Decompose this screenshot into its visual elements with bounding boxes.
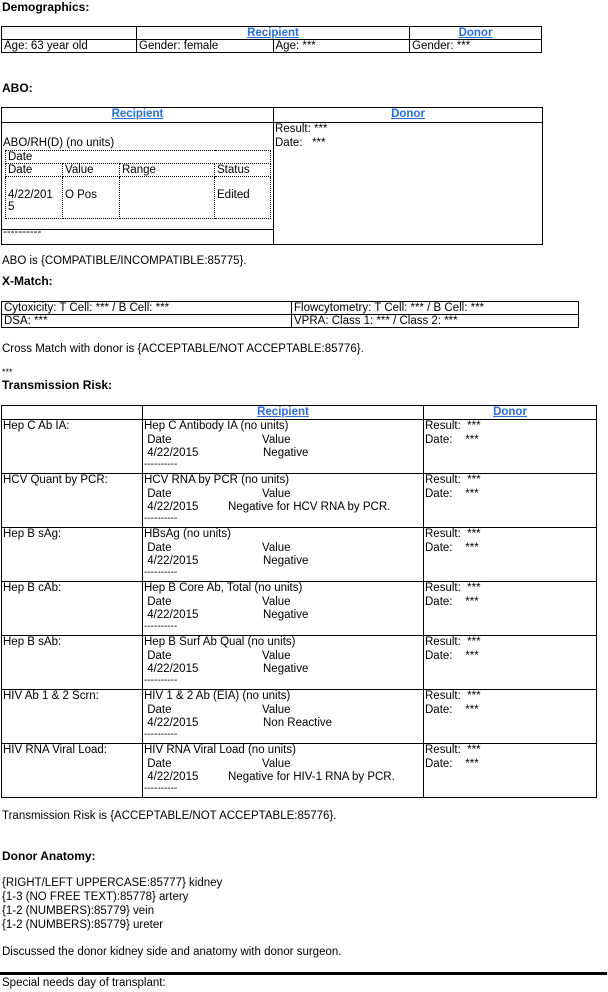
transmission-value-header: Value	[262, 595, 291, 608]
xmatch-cytotoxicity: Cytoxicity: T Cell: *** / B Cell: ***	[2, 302, 292, 315]
xmatch-flowcytometry: Flowcytometry: T Cell: *** / B Cell: ***	[292, 302, 579, 315]
donor-gender: Gender: ***	[410, 40, 542, 53]
anatomy-line-4: {1-2 (NUMBERS):85779} ureter	[2, 919, 164, 931]
special-heading: Special needs day of transplant:	[2, 977, 166, 989]
transmission-donor-result: Result: ***	[425, 690, 481, 702]
transmission-row-donor	[425, 474, 595, 501]
transmission-label-text: Hep B sAb:	[3, 636, 62, 648]
transmission-row-recipient	[143, 582, 424, 635]
anatomy-line-3: {1-2 (NUMBERS):85779} vein	[2, 905, 155, 917]
transmission-donor-result: Result: ***	[425, 528, 481, 540]
transmission-donor-date: Date: ***	[425, 595, 479, 608]
anatomy-discussion: Discussed the donor kidney side and anatomy with donor surgeon.	[2, 946, 342, 958]
transmission-value: Non Reactive	[263, 717, 333, 729]
abo-test-name: ABO/RH(D) (no units)	[3, 137, 115, 149]
transmission-date: 4/22/2015	[144, 771, 199, 783]
transmission-donor-header[interactable]: Donor	[493, 406, 527, 418]
transmission-donor-date: Date: ***	[425, 649, 479, 662]
transmission-donor-result: Result: ***	[425, 474, 481, 486]
recipient-gender: Gender: female	[137, 40, 274, 53]
transmission-donor-date: Date: ***	[425, 487, 479, 500]
transmission-test-name: HIV 1 & 2 Ab (EIA) (no units)	[144, 690, 291, 702]
abo-row-date-line1: 4/22/201	[8, 189, 53, 201]
transmission-row-donor	[425, 690, 595, 717]
transmission-label-text: HIV RNA Viral Load:	[3, 744, 107, 756]
transmission-label-text: HCV Quant by PCR:	[3, 474, 108, 486]
abo-donor-date: Date: ***	[275, 136, 326, 149]
section-divider	[0, 972, 607, 975]
abo-row-date	[6, 177, 63, 219]
transmission-donor-date: Date: ***	[425, 703, 479, 716]
abo-divider	[273, 122, 274, 244]
abo-conclusion: ABO is {COMPATIBLE/INCOMPATIBLE:85775}.	[2, 255, 247, 267]
transmission-value: Negative	[263, 555, 309, 567]
transmission-row	[2, 690, 596, 744]
demographics-donor-header[interactable]: Donor	[410, 27, 542, 40]
transmission-donor-date: Date: ***	[425, 433, 479, 446]
transmission-dashes: ----------	[144, 512, 178, 524]
transmission-test-name: Hep B Surf Ab Qual (no units)	[144, 636, 296, 648]
transmission-test-name: HIV RNA Viral Load (no units)	[144, 744, 296, 756]
transmission-row-donor	[425, 744, 595, 771]
transmission-date: 4/22/2015	[144, 663, 199, 675]
transmission-value-header: Value	[262, 487, 291, 500]
demographics-heading: Demographics:	[2, 0, 90, 14]
xmatch-dsa: DSA: ***	[2, 315, 292, 328]
transmission-value: Negative for HCV RNA by PCR.	[228, 501, 391, 513]
abo-row-value: O Pos	[63, 177, 120, 219]
abo-recipient-cell	[2, 123, 273, 238]
transmission-date: 4/22/2015	[144, 609, 199, 621]
transmission-row-donor	[425, 528, 595, 555]
abo-col-value: Value	[63, 164, 120, 177]
transmission-dashes: ----------	[144, 566, 178, 578]
anatomy-line-2: {1-3 (NO FREE TEXT):85778} artery	[2, 891, 189, 903]
transmission-date: 4/22/2015	[144, 717, 199, 729]
xmatch-heading: X-Match:	[2, 274, 53, 288]
transmission-value-header: Value	[262, 757, 291, 770]
transmission-row-label	[2, 528, 143, 581]
transmission-value-header: Value	[262, 649, 291, 662]
abo-col-status: Status	[215, 164, 271, 177]
transmission-test-name: HBsAg (no units)	[144, 528, 231, 540]
donor-age: Age: ***	[273, 40, 410, 53]
transmission-row	[2, 420, 596, 474]
transmission-rows	[2, 420, 596, 797]
transmission-row-donor	[425, 420, 595, 447]
transmission-date: 4/22/2015	[144, 501, 199, 513]
transmission-value: Negative	[263, 663, 309, 675]
recipient-age: Age: 63 year old	[2, 40, 137, 53]
abo-donor-result: Result: ***	[275, 123, 328, 135]
transmission-date-header: Date	[144, 649, 172, 662]
transmission-row	[2, 744, 596, 797]
abo-col-range: Range	[120, 164, 215, 177]
transmission-row	[2, 582, 596, 636]
abo-table	[1, 107, 543, 245]
abo-header-row	[2, 108, 542, 123]
anatomy-heading: Donor Anatomy:	[2, 849, 96, 863]
transmission-value-header: Value	[262, 433, 291, 446]
transmission-row	[2, 636, 596, 690]
transmission-row-label	[2, 744, 143, 797]
abo-heading: ABO:	[2, 81, 33, 95]
xmatch-vpra: VPRA: Class 1: *** / Class 2: ***	[292, 315, 579, 328]
abo-donor-cell	[275, 123, 327, 150]
abo-donor-header[interactable]: Donor	[391, 108, 425, 120]
transmission-value: Negative for HIV-1 RNA by PCR.	[228, 771, 395, 783]
transmission-row-recipient	[143, 636, 424, 689]
transmission-dashes: ----------	[144, 728, 178, 740]
xmatch-stars: ***	[2, 367, 13, 377]
transmission-value: Negative	[263, 447, 309, 459]
transmission-dashes: ----------	[144, 674, 178, 686]
transmission-label-text: Hep B sAg:	[3, 528, 62, 540]
transmission-value-header: Value	[262, 703, 291, 716]
xmatch-table	[1, 301, 579, 328]
transmission-label-text: HIV Ab 1 & 2 Scrn:	[3, 690, 99, 702]
transmission-heading: Transmission Risk:	[2, 378, 113, 392]
abo-row-range	[120, 177, 215, 219]
demographics-recipient-header[interactable]: Recipient	[137, 27, 410, 40]
transmission-value-header: Value	[262, 541, 291, 554]
transmission-donor-date: Date: ***	[425, 757, 479, 770]
transmission-label-text: Hep C Ab IA:	[3, 420, 70, 432]
transmission-donor-result: Result: ***	[425, 582, 481, 594]
transmission-table	[1, 405, 597, 798]
transmission-conclusion: Transmission Risk is {ACCEPTABLE/NOT ACCEPTABLE:85776}.	[2, 810, 337, 822]
abo-row-date-line2: 5	[8, 201, 15, 213]
abo-col-date-top: Date	[6, 151, 271, 164]
transmission-row-recipient	[143, 420, 424, 473]
transmission-label-text: Hep B cAb:	[3, 582, 62, 594]
abo-row-status: Edited	[215, 177, 271, 219]
transmission-date-header: Date	[144, 433, 172, 446]
transmission-row-label	[2, 582, 143, 635]
transmission-row-label	[2, 690, 143, 743]
transmission-test-name: Hep B Core Ab, Total (no units)	[144, 582, 303, 594]
transmission-header-empty	[2, 406, 143, 419]
anatomy-line-1: {RIGHT/LEFT UPPERCASE:85777} kidney	[2, 877, 223, 889]
transmission-row-recipient	[143, 474, 424, 527]
transmission-row	[2, 474, 596, 528]
transmission-row-label	[2, 636, 143, 689]
transmission-donor-result: Result: ***	[425, 744, 481, 756]
transmission-date: 4/22/2015	[144, 447, 199, 459]
transmission-date-header: Date	[144, 487, 172, 500]
abo-dashes: ----------	[3, 226, 42, 238]
abo-recipient-header[interactable]: Recipient	[2, 108, 274, 122]
transmission-row-recipient	[143, 528, 424, 581]
transmission-test-name: HCV RNA by PCR (no units)	[144, 474, 290, 486]
transmission-header-row	[2, 406, 596, 420]
transmission-row	[2, 528, 596, 582]
transmission-row-label	[2, 420, 143, 473]
transmission-date-header: Date	[144, 541, 172, 554]
transmission-dashes: ----------	[144, 458, 178, 470]
xmatch-conclusion: Cross Match with donor is {ACCEPTABLE/NOT ACCEPTABLE:85776}.	[2, 343, 364, 355]
transmission-date-header: Date	[144, 703, 172, 716]
transmission-row-recipient	[143, 690, 424, 743]
transmission-row-donor	[425, 582, 595, 609]
transmission-recipient-header[interactable]: Recipient	[143, 406, 424, 419]
transmission-row-label	[2, 474, 143, 527]
transmission-date-header: Date	[144, 595, 172, 608]
transmission-dashes: ----------	[144, 782, 178, 794]
transmission-dashes: ----------	[144, 620, 178, 632]
transmission-date: 4/22/2015	[144, 555, 199, 567]
demographics-table	[1, 26, 542, 53]
transmission-row-donor	[425, 636, 595, 663]
abo-result-table	[5, 150, 271, 219]
transmission-donor-date: Date: ***	[425, 541, 479, 554]
transmission-donor-result: Result: ***	[425, 636, 481, 648]
transmission-donor-result: Result: ***	[425, 420, 481, 432]
abo-col-date: Date	[6, 164, 63, 177]
transmission-test-name: Hep C Antibody IA (no units)	[144, 420, 289, 432]
abo-recipient-bottom-line	[2, 229, 273, 230]
transmission-date-header: Date	[144, 757, 172, 770]
transmission-value: Negative	[263, 609, 309, 621]
transmission-row-recipient	[143, 744, 424, 797]
